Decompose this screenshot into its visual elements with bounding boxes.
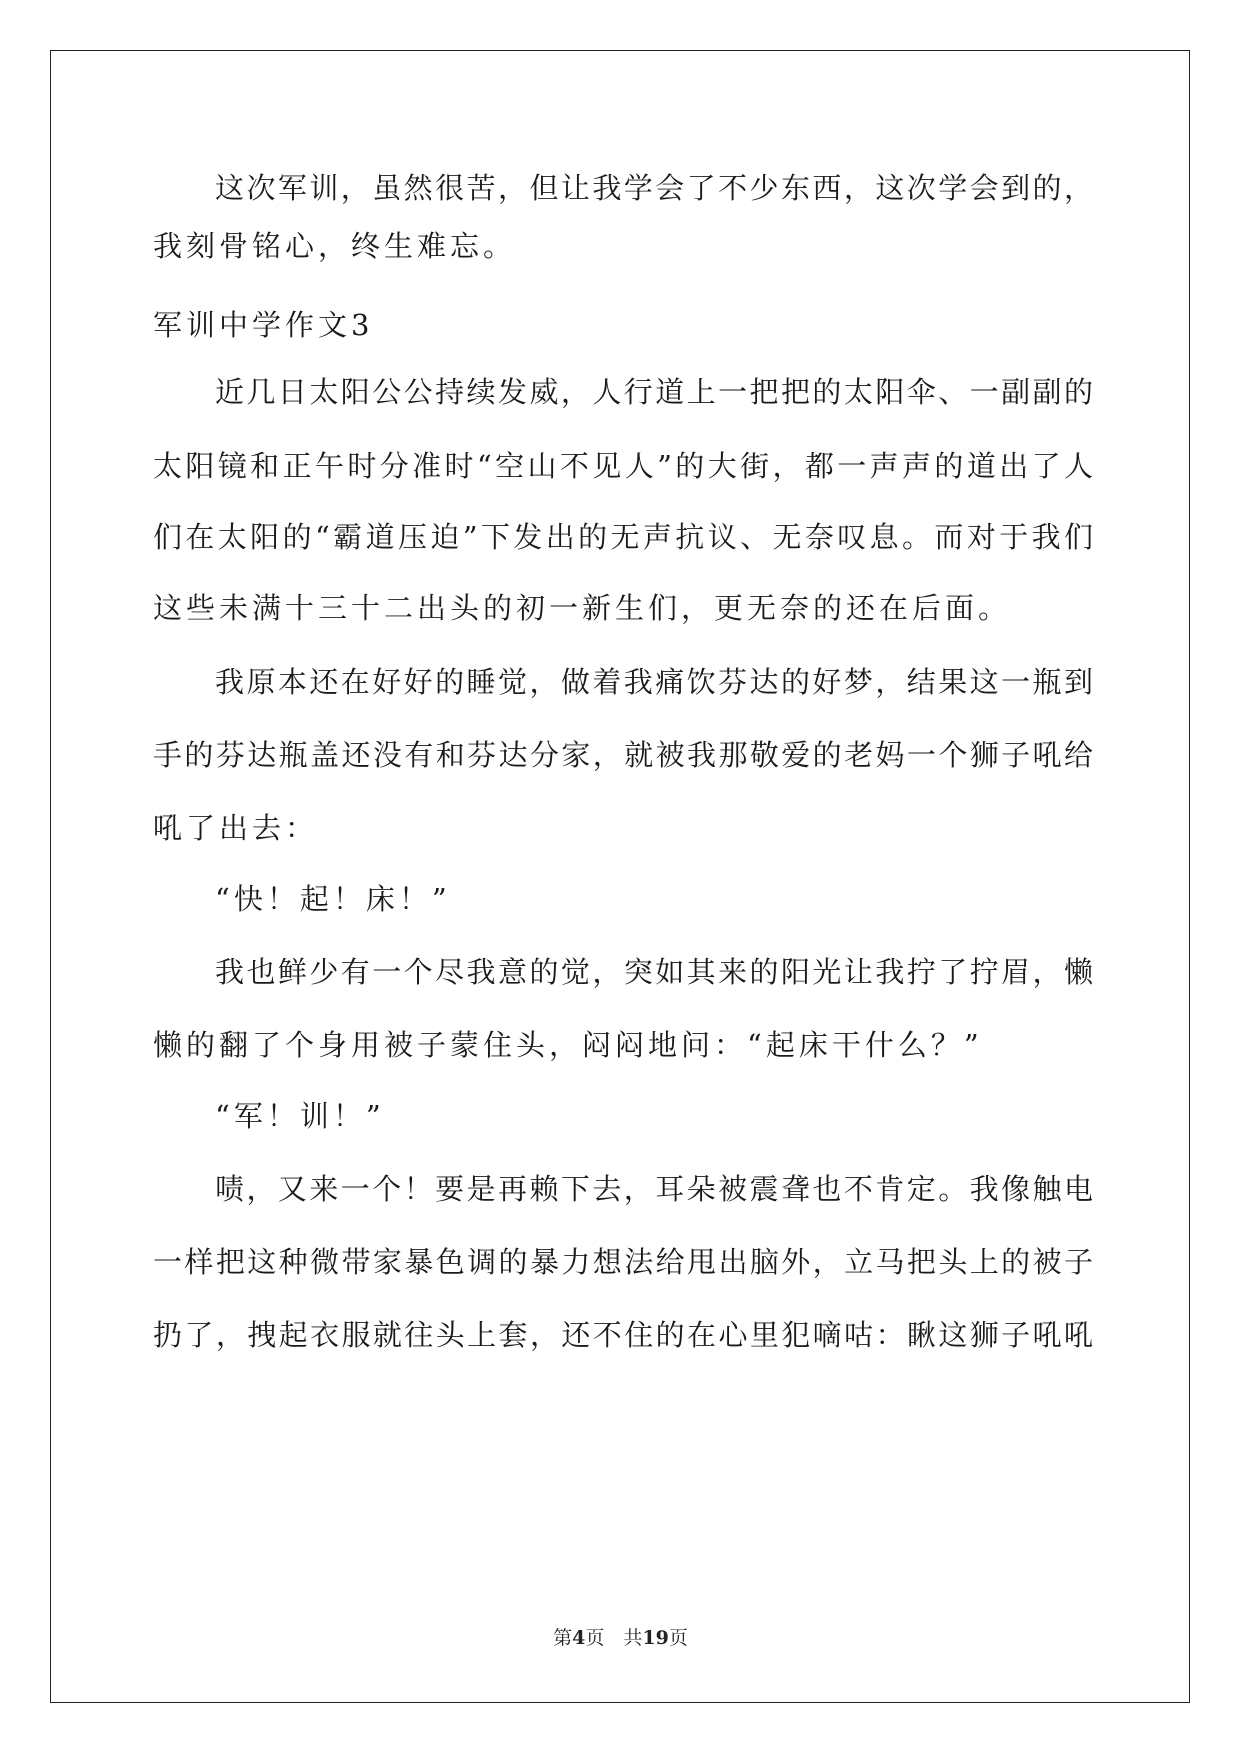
paragraph-line: 啧，又来一个！要是再赖下去，耳朵被震聋也不肯定。我像触电 — [215, 1172, 1093, 1206]
footer-prefix: 第 — [553, 1627, 573, 1649]
section-heading: 军训中学作文3 — [153, 308, 374, 342]
paragraph-line: 我刻骨铭心，终生难忘。 — [153, 229, 517, 263]
total-page-number: 19 — [642, 1627, 669, 1649]
current-page-number: 4 — [572, 1627, 586, 1649]
paragraph-line: 们在太阳的“霸道压迫”下发出的无声抗议、无奈叹息。而对于我们 — [153, 520, 1093, 554]
dialogue-line: “军！训！” — [215, 1099, 385, 1133]
footer-mid: 页 共 — [585, 1627, 643, 1649]
paragraph-line: 懒的翻了个身用被子蒙住头，闷闷地问：“起床干什么？” — [153, 1028, 983, 1062]
page-border — [50, 50, 1190, 1703]
paragraph-line: 手的芬达瓶盖还没有和芬达分家，就被我那敬爱的老妈一个狮子吼给 — [153, 738, 1093, 772]
paragraph-line: 近几日太阳公公持续发威，人行道上一把把的太阳伞、一副副的 — [215, 375, 1093, 409]
page-number-footer — [0, 1626, 1241, 1650]
paragraph-line: 太阳镜和正午时分准时“空山不见人”的大街，都一声声的道出了人 — [153, 449, 1093, 483]
paragraph-line: 我原本还在好好的睡觉，做着我痛饮芬达的好梦，结果这一瓶到 — [215, 665, 1093, 699]
paragraph-line: 这次军训，虽然很苦，但让我学会了不少东西，这次学会到的， — [215, 171, 1093, 205]
paragraph-line: 扔了，拽起衣服就往头上套，还不住的在心里犯嘀咕：瞅这狮子吼吼 — [153, 1318, 1093, 1352]
paragraph-line: 吼了出去： — [153, 811, 319, 845]
dialogue-line: “快！起！床！” — [215, 882, 451, 916]
paragraph-line: 我也鲜少有一个尽我意的觉，突如其来的阳光让我拧了拧眉，懒 — [215, 955, 1093, 989]
paragraph-line: 一样把这种微带家暴色调的暴力想法给甩出脑外，立马把头上的被子 — [153, 1245, 1093, 1279]
paragraph-line: 这些未满十三十二出头的初一新生们，更无奈的还在后面。 — [153, 591, 1012, 625]
footer-suffix: 页 — [668, 1627, 688, 1649]
